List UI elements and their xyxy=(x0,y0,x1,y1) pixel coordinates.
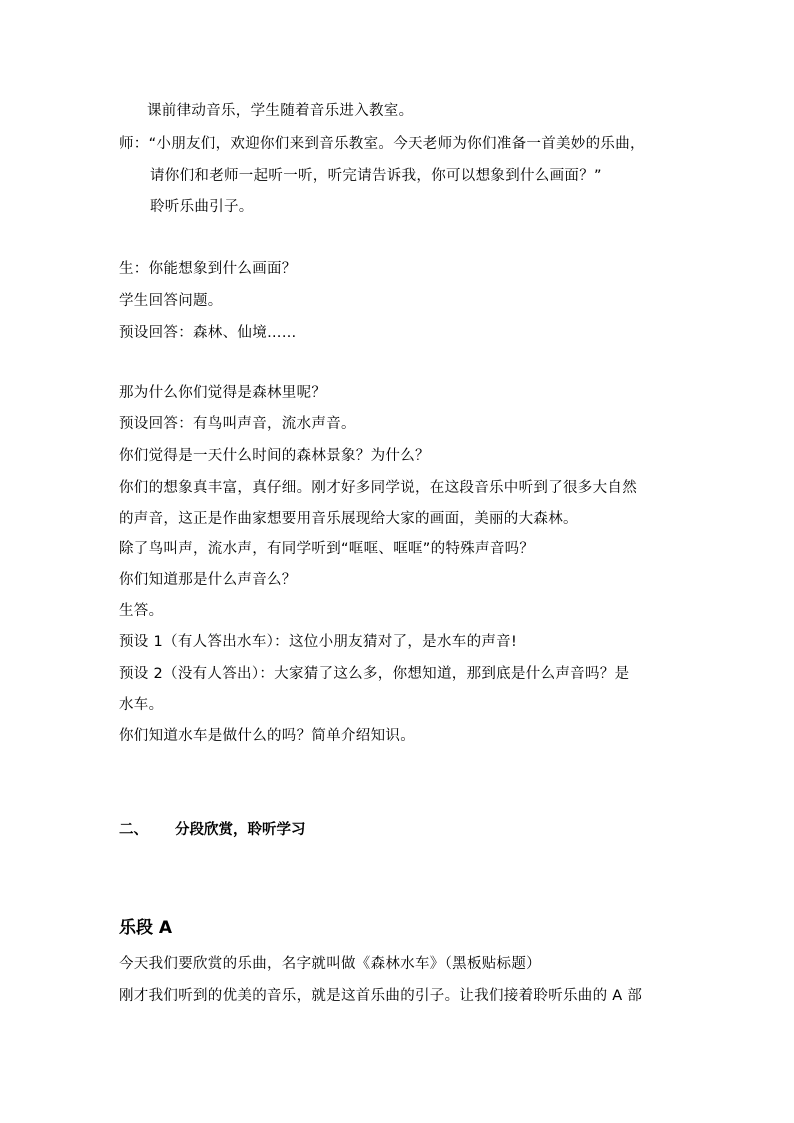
dialogue-line: 你们知道那是什么声音么？ xyxy=(119,572,297,588)
dialogue-line: 那为什么你们觉得是森林里呢？ xyxy=(119,385,327,401)
section-number: 二、 xyxy=(119,822,148,838)
student-question: 生：你能想象到什么画面？ xyxy=(119,261,297,277)
dialogue-line: 的声音，这正是作曲家想要用音乐展现给大家的画面，美丽的大森林。 xyxy=(119,511,578,527)
dialogue-line: 除了鸟叫声，流水声，有同学听到“哐哐、哐哐”的特殊声音吗？ xyxy=(119,541,535,557)
teacher-speech-line-1: 师：“小朋友们，欢迎你们来到音乐教室。今天老师为你们准备一首美妙的乐曲， xyxy=(119,136,645,152)
intro-paragraph: 课前律动音乐，学生随着音乐进入教室。 xyxy=(147,103,414,119)
listen-instruction: 聆听乐曲引子。 xyxy=(150,199,254,215)
subsection-line: 刚才我们听到的优美的音乐，就是这首乐曲的引子。让我们接着聆听乐曲的 A 部 xyxy=(119,988,643,1004)
dialogue-line: 生答。 xyxy=(119,603,164,619)
dialogue-line: 水车。 xyxy=(119,697,164,713)
dialogue-line: 预设 2（没有人答出）：大家猜了这么多，你想知道，那到底是什么声音吗？是 xyxy=(119,666,630,682)
preset-answer: 预设回答：森林、仙境…… xyxy=(119,325,297,341)
dialogue-line: 你们觉得是一天什么时间的森林景象？为什么？ xyxy=(119,448,430,464)
dialogue-line: 预设 1（有人答出水车）：这位小朋友猜对了，是水车的声音! xyxy=(119,634,518,650)
subsection-heading: 乐段 A xyxy=(119,918,173,938)
section-heading: 分段欣赏，聆听学习 xyxy=(175,822,306,838)
dialogue-line: 你们知道水车是做什么的吗？简单介绍知识。 xyxy=(119,728,415,744)
dialogue-line: 你们的想象真丰富，真仔细。刚才好多同学说，在这段音乐中听到了很多大自然 xyxy=(119,480,637,496)
teacher-speech-line-2: 请你们和老师一起听一听，听完请告诉我，你可以想象到什么画面？” xyxy=(150,168,602,184)
dialogue-line: 预设回答：有鸟叫声音，流水声音。 xyxy=(119,416,356,432)
subsection-line: 今天我们要欣赏的乐曲，名字就叫做《森林水车》（黑板贴标题） xyxy=(119,956,541,972)
student-answer-note: 学生回答问题。 xyxy=(119,293,223,309)
